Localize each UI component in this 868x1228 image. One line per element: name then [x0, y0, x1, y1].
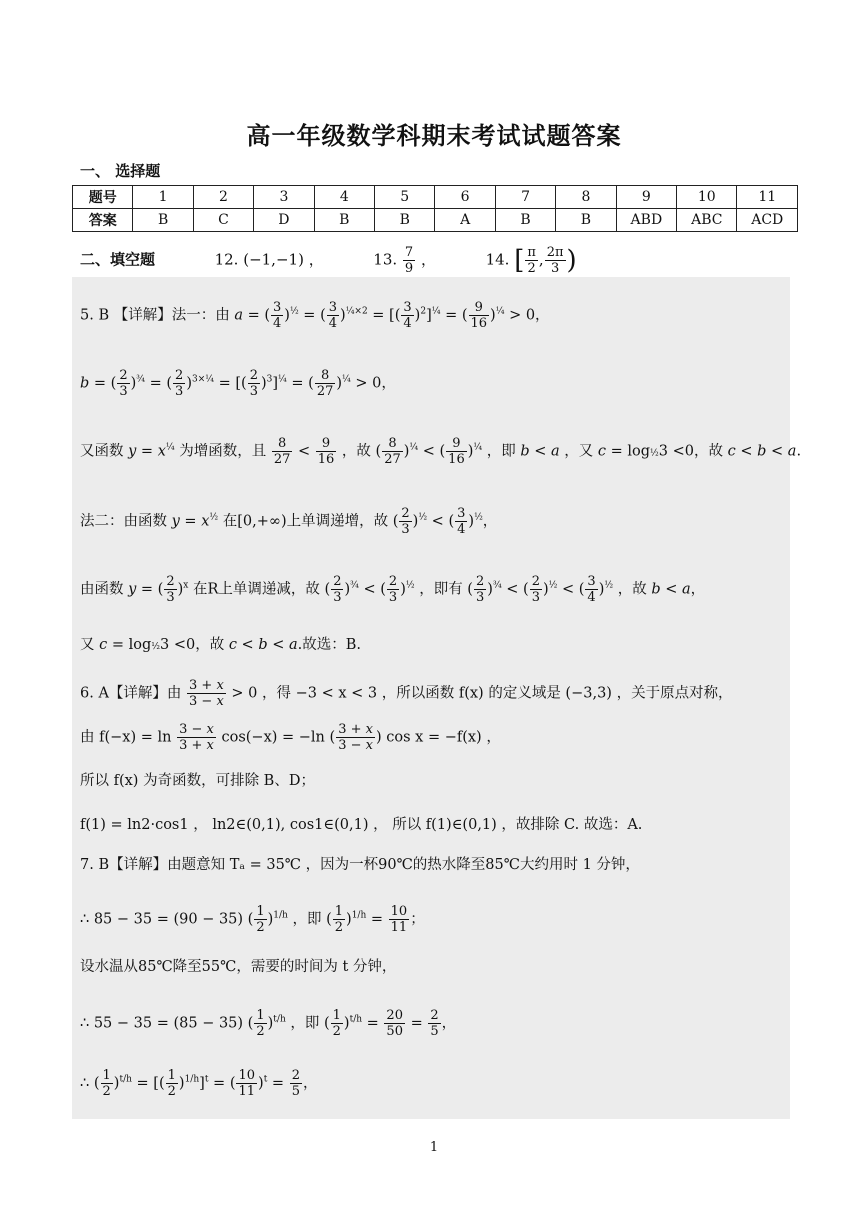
answer-cell: B [495, 209, 555, 232]
answer-cell: B [375, 209, 435, 232]
q13-answer [403, 245, 415, 276]
solution-text: 在[0,+∞)上单调递增，故 [222, 513, 389, 530]
answer-cell: B [314, 209, 374, 232]
solution-text: 法二：由函数 [80, 513, 167, 530]
table-row-label: 答案 [73, 209, 133, 232]
page-number: 1 [429, 1140, 439, 1155]
q12-label: 12. [214, 250, 239, 269]
answer-cell: B [556, 209, 616, 232]
solution-7-line-1: 7. B【详解】由题意知 Tₐ = 35℃ ，因为一杯90℃的热水降至85℃大约用时 1 分钟， [80, 857, 640, 873]
solution-5-line-6: 又 c = log½3 <0，故 c < b < a.故选：B. [80, 637, 362, 653]
solution-5-line-4: 法二：由函数 $y = x^{\frac{1}{2}}$ 在[0,+∞)上单调递增，故 ( $\frac{2}{3}$ )$^{\frac{1}{2}}$ < ( $\frac{3}{4}$ )$^{\frac{1}{2}}$， [80, 506, 498, 537]
solution-7-line-3: 设水温从85℃降至55℃，需要的时间为 t 分钟， [80, 959, 397, 975]
solution-text: 由 f(−x) = ln [80, 729, 172, 746]
question-number: 2 [193, 186, 253, 209]
question-number: 11 [737, 186, 798, 209]
denominator: 3 [550, 261, 560, 276]
solution-text: 在R上单调递减，故 [192, 581, 320, 598]
solution-text: = [208, 1075, 230, 1092]
solution-text: 6. A【详解】由 [80, 685, 182, 702]
numerator: π [527, 245, 536, 260]
question-number: 10 [677, 186, 737, 209]
table-row-label: 题号 [73, 186, 133, 209]
separator: ， [308, 250, 324, 269]
solution-5-line-3: 又函数 $y = x^{\frac{1}{4}}$ 为增函数，且 $\frac{8}{27}$ < $\frac{9}{16}$ ，故 ( $\frac{8}{27}$ )$^{\frac{1}{4}}$ < ( $\frac{9}{16}$ )$^{\frac{1}{4}}$ ，即 b < a ，又 c = log½3 <0，故 c < b < a. [80, 436, 802, 467]
solution-text: ， [302, 1075, 318, 1092]
solution-text: cos x = −f(x) ， [386, 729, 501, 746]
answer-cell: C [193, 209, 253, 232]
solution-7-line-4: ∴ 55 − 35 = (85 − 35) ( $\frac{1}{2}$ )$^{t/h}$ ，即 ( $\frac{1}{2}$ )$^{t/h}$ = $\frac{20}{50}$ = $\frac{2}{5}$ ， [80, 1008, 457, 1039]
solution-text: ，即 [290, 1015, 320, 1032]
q14-lower [525, 245, 538, 276]
solution-6-line-3: 所以 f(x) 为奇函数，可排除 B、D； [80, 773, 315, 789]
section-heading-choice: 一、 选择题 [80, 162, 161, 180]
solution-text: 又 [80, 637, 95, 653]
solution-text: 为增函数，且 [179, 443, 267, 460]
bracket: ) [566, 245, 577, 276]
solution-5-line-1: 5. B 【详解】法一：由 a = ( $\frac{3}{4}$ )$^{\frac{1}{2}}$ = ( $\frac{3}{4}$ )$^{\frac{1}{4}\times 2}$ = [( $\frac{3}{4}$ )$^2$]$^{\frac{1}{4}}$ = ( $\frac{9}{16}$ )$^{\frac{1}{4}}$ > 0， [80, 300, 550, 331]
question-number: 8 [556, 186, 616, 209]
solution-text: > 0， [355, 375, 396, 392]
question-number: 3 [254, 186, 314, 209]
solution-6-line-4: f(1) = ln2·cos1 ， ln2∈(0,1), cos1∈(0,1) ， 所以 f(1)∈(0,1) ，故排除 C. 故选：A. [80, 817, 643, 833]
answer-cell: D [254, 209, 314, 232]
solution-text: ， [441, 1015, 457, 1032]
solution-text: ，即 [486, 443, 516, 460]
table-row [73, 209, 798, 232]
section-heading-fill: 二、填空题 [80, 250, 156, 269]
solution-text: ∴ 85 − 35 = (90 − 35) [80, 911, 244, 928]
answer-table [72, 185, 798, 232]
solution-text: = [405, 1015, 428, 1032]
question-number: 9 [616, 186, 676, 209]
denominator: 2 [527, 261, 536, 276]
solution-7-line-2: ∴ 85 − 35 = (90 − 35) ( $\frac{1}{2}$ )$^{1/h}$ ，即 ( $\frac{1}{2}$ )$^{1/h}$ = $\frac{10}{11}$ ； [80, 904, 425, 935]
solution-text: 又函数 [80, 443, 124, 460]
question-number: 1 [133, 186, 193, 209]
question-number: 6 [435, 186, 495, 209]
answer-cell: ACD [737, 209, 798, 232]
solution-text: = [131, 1075, 154, 1092]
question-number: 5 [375, 186, 435, 209]
q12-answer: (−1,−1) [243, 250, 304, 269]
solution-text: <0，故 [672, 443, 723, 460]
bracket: [ [514, 245, 525, 276]
solution-text: 5. B 【详解】法一：由 [80, 307, 230, 324]
q13-label: 13. [373, 250, 398, 269]
question-number: 7 [495, 186, 555, 209]
solution-text: ，故 [341, 443, 371, 460]
solution-text: = [366, 911, 388, 928]
question-number: 4 [314, 186, 374, 209]
solution-text: ，又 [564, 443, 594, 460]
denominator: 9 [404, 261, 414, 276]
solution-text: ∴ 55 − 35 = (85 − 35) [80, 1015, 244, 1032]
solution-text: = [362, 1015, 384, 1032]
solution-text: ，即有 [419, 581, 463, 598]
solution-7-line-5: ∴ ( $\frac{1}{2}$ )$^{t/h}$ = [( $\frac{1}{2}$ )$^{1/h}$]$^t$ = ( $\frac{10}{11}$ )$^t$ = $\frac{2}{5}$ ， [80, 1068, 318, 1099]
answer-cell: ABC [677, 209, 737, 232]
solution-text: ∴ [80, 1075, 90, 1092]
solution-text: ； [410, 911, 425, 928]
numerator: 2π [546, 245, 564, 260]
numerator: 7 [404, 245, 414, 260]
answer-cell: B [133, 209, 193, 232]
answer-cell: A [435, 209, 495, 232]
q14-label: 14. [485, 250, 510, 269]
solution-text: > 0 ，得 −3 < x < 3 ，所以函数 f(x) 的定义域是 (−3,3) ，关于原点对称， [231, 685, 733, 702]
solution-text: cos(−x) = −ln [221, 729, 325, 746]
solution-text: <0，故 [173, 637, 225, 653]
separator: ， [420, 250, 436, 269]
solution-text: > 0， [509, 307, 550, 324]
solution-text: ，即 [292, 911, 322, 928]
solution-6-line-2: 由 f(−x) = ln $\frac{3 - x}{3 + x}$ cos(−x) = −ln ( $\frac{3 + x}{3 - x}$ ) cos x = −f(x) ， [80, 722, 501, 753]
answer-cell: ABD [616, 209, 676, 232]
fill-blank-section: 二、填空题 12. (−1,−1) ， 13. $\frac{7}{9}$ ， 14. [ $\frac{\pi}{2}$ , $\frac{2\pi}{3}$ ) [80, 245, 577, 276]
solution-5-line-5: 由函数 y = ( $\frac{2}{3}$ )$^x$ 在R上单调递减，故 ( $\frac{2}{3}$ )$^{\frac{3}{4}}$ < ( $\frac{2}{3}$ )$^{\frac{1}{2}}$ ，即有 ( $\frac{2}{3}$ )$^{\frac{3}{4}}$ < ( $\frac{2}{3}$ )$^{\frac{1}{2}}$ < ( $\frac{3}{4}$ )$^{\frac{1}{2}}$ ，故 b < a， [80, 574, 706, 605]
solution-text: ，故 [617, 581, 647, 598]
table-row [73, 186, 798, 209]
q14-upper [545, 245, 566, 276]
page-title: 高一年级数学科期末考试试题答案 [246, 121, 622, 150]
solution-text: 由函数 [80, 581, 124, 598]
solution-text: .故选：B. [297, 637, 362, 653]
solution-6-line-1: 6. A【详解】由 $\frac{3 + x}{3 - x}$ > 0 ，得 −3 < x < 3 ，所以函数 f(x) 的定义域是 (−3,3) ，关于原点对称， [80, 678, 733, 709]
solution-5-line-2: b = ( $\frac{2}{3}$ )$^{\frac{3}{4}}$ = ( $\frac{2}{3}$ )$^{3\times\frac{1}{4}}$ = [( $\frac{2}{3}$ )$^3$]$^{\frac{1}{4}}$ = ( $\frac{8}{27}$ )$^{\frac{1}{4}}$ > 0， [80, 368, 396, 399]
